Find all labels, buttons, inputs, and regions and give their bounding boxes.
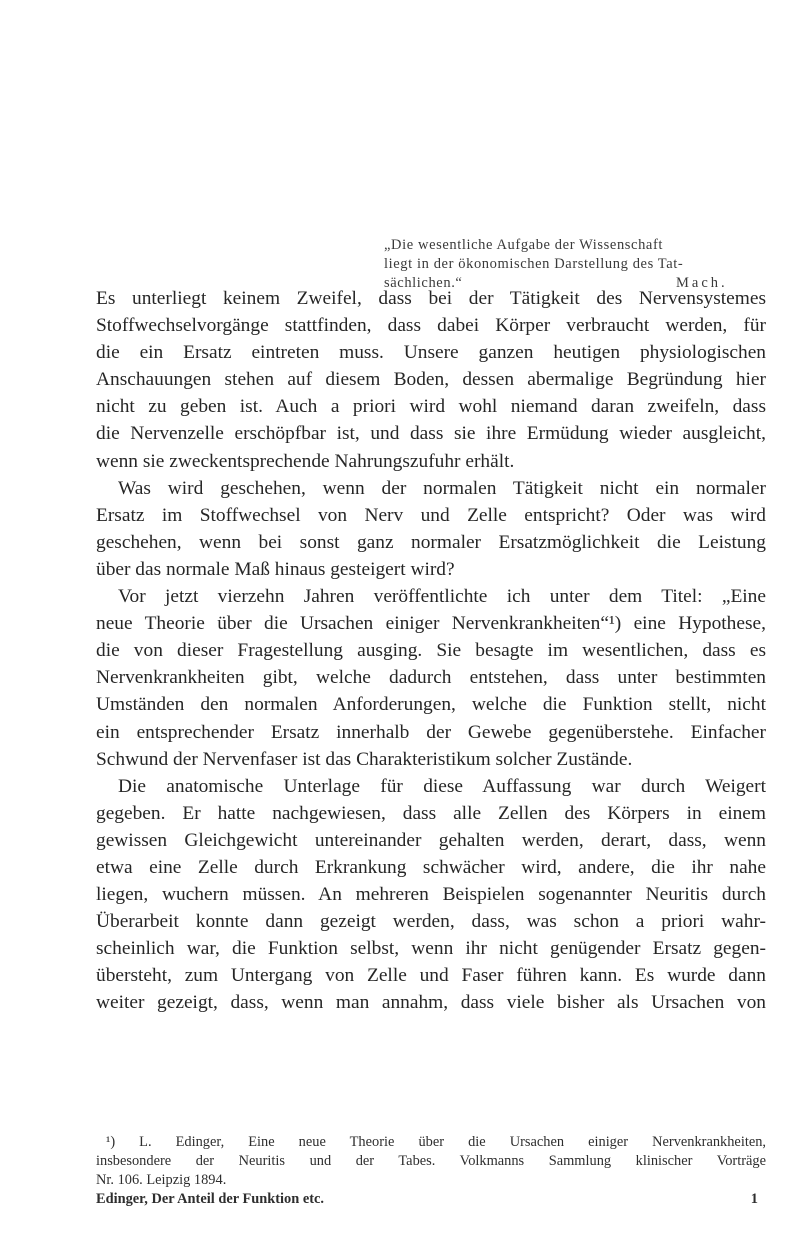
epigraph-line: sächlichen.“ [384,275,463,291]
epigraph-line: liegt in der ökonomischen Darstellung des Tat- [384,256,684,272]
footnote-line: ¹) L. Edinger, Eine neue Theorie über die Ursachen einiger Nervenkrankheiten, [106,1134,766,1150]
text-line: übersteht, zum Untergang von Zelle und Faser führen kann. Es wurde dann [96,965,766,987]
epigraph-line: „Die wesentliche Aufgabe der Wissenschaft [384,237,664,253]
text-line: liegen, wuchern müssen. An mehreren Beispielen sogenannter Neuritis durch [96,884,766,906]
paragraph [96,773,766,1017]
text-line: die ein Ersatz eintreten muss. Unsere ganzen heutigen physiologischen [96,342,766,364]
text-line: Vor jetzt vierzehn Jahren veröffentlichte ich unter dem Titel: „Eine [118,586,766,608]
text-line: wenn sie zweckentsprechende Nahrungszufuhr erhält. [96,450,515,472]
text-line: Schwund der Nervenfaser ist das Charakteristikum solcher Zustände. [96,748,633,770]
text-line: scheinlich war, die Funktion selbst, wenn ihr nicht genügender Ersatz gegen- [96,938,766,960]
text-line: Umständen den normalen Anforderungen, welche die Funktion stellt, nicht [96,694,766,716]
text-line: Überarbeit konnte dann gezeigt werden, dass, was schon a priori wahr- [96,911,766,933]
footnote [96,1133,766,1190]
text-line: gewissen Gleichgewicht untereinander gehalten werden, derart, dass, wenn [96,829,766,851]
running-footer [96,1190,766,1209]
text-line: Was wird geschehen, wenn der normalen Tätigkeit nicht ein normaler [118,477,766,499]
text-line: die Nervenzelle erschöpfbar ist, und dass sie ihre Ermüdung wieder ausgleicht, [96,423,766,445]
text-line: die von dieser Fragestellung ausging. Sie besagte im wesentlichen, dass es [96,640,766,662]
text-line: nicht zu geben ist. Auch a priori wird wohl niemand daran zweifeln, dass [96,396,766,418]
page-number: 1 [750,1191,758,1207]
body-text [96,285,766,1017]
text-line: über das normale Maß hinaus gesteigert wird? [96,558,455,580]
text-line: neue Theorie über die Ursachen einiger Nervenkrankheiten“¹) eine Hypothese, [96,613,766,635]
text-line: ein entsprechender Ersatz innerhalb der Gewebe gegenüberstehe. Einfacher [96,721,766,743]
text-line: Nervenkrankheiten gibt, welche dadurch entstehen, dass unter bestimmten [96,667,766,689]
text-line: Es unterliegt keinem Zweifel, dass bei der Tätigkeit des Nervensystemes [96,288,766,309]
text-line: Stoffwechselvorgänge stattfinden, dass dabei Körper verbraucht werden, für [96,315,766,337]
running-footer-title: Edinger, Der Anteil der Funktion etc. [96,1191,324,1207]
footnote-line: insbesondere der Neuritis und der Tabes. Volkmanns Sammlung klinischer Vorträge [96,1153,766,1169]
epigraph-author: Mach. [676,275,728,291]
text-line: Die anatomische Unterlage für diese Auffassung war durch Weigert [118,775,766,797]
text-line: Anschauungen stehen auf diesem Boden, dessen abermalige Begründung hier [96,369,766,391]
text-line: etwa eine Zelle durch Erkrankung schwächer wird, andere, die ihr nahe [96,856,766,878]
text-line: weiter gezeigt, dass, wenn man annahm, dass viele bisher als Ursachen von [96,992,766,1014]
paragraph [96,583,766,773]
footnote-line: Nr. 106. Leipzig 1894. [96,1172,227,1188]
text-line: Ersatz im Stoffwechsel von Nerv und Zelle entspricht? Oder was wird [96,504,766,526]
paragraph [96,475,766,583]
text-line: geschehen, wenn bei sonst ganz normaler Ersatzmöglichkeit die Leistung [96,531,766,553]
paragraph [96,285,766,475]
text-line: gegeben. Er hatte nachgewiesen, dass alle Zellen des Körpers in einem [96,802,766,824]
